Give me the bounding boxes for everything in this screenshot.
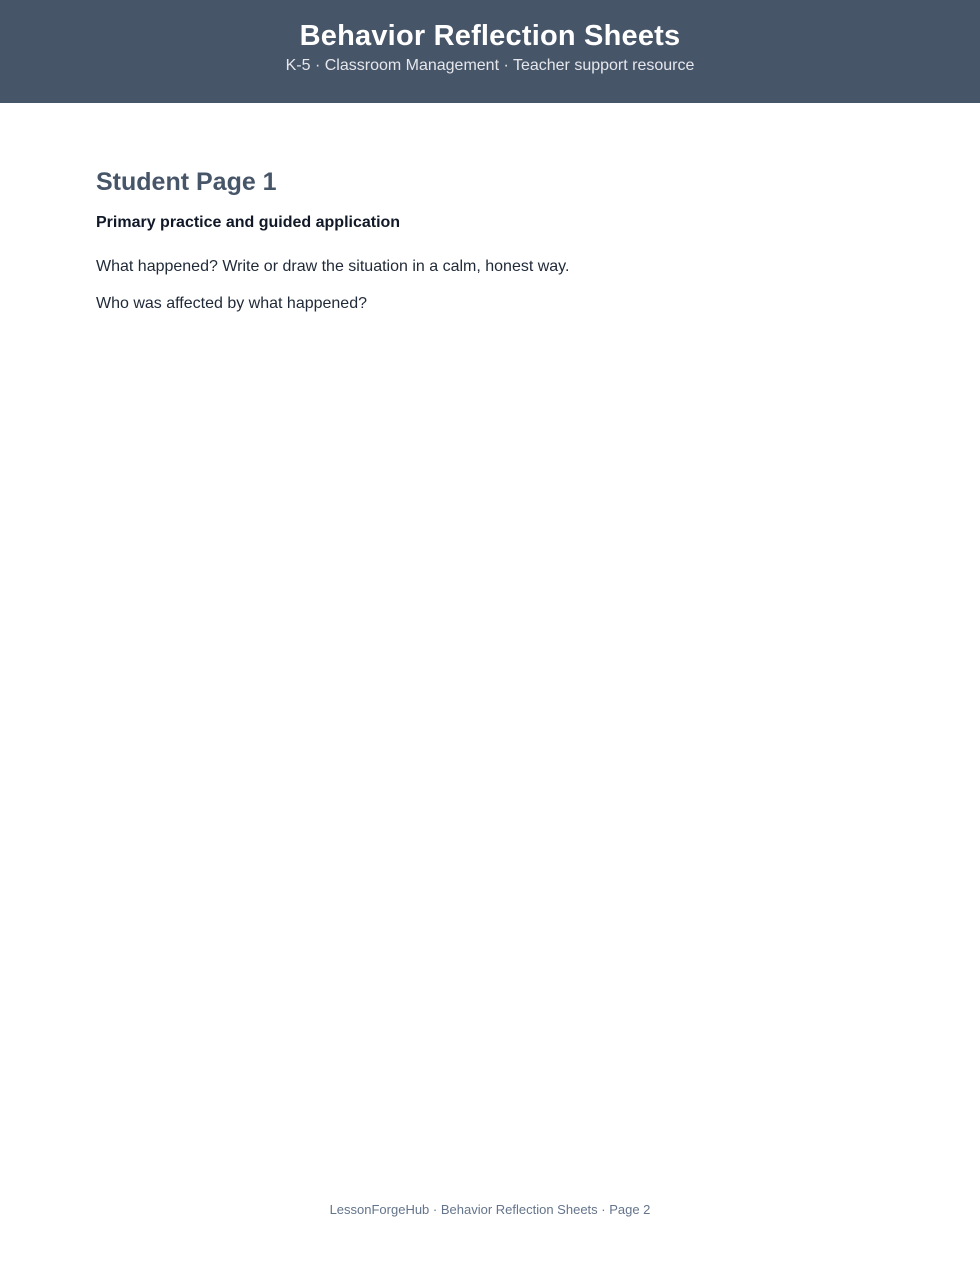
- page-footer: LessonForgeHub · Behavior Reflection Sheets · Page 2: [329, 1202, 651, 1217]
- document-subtitle: K-5 · Classroom Management · Teacher support resource: [285, 57, 695, 74]
- document-content: [96, 164, 884, 314]
- document-title: Behavior Reflection Sheets: [299, 20, 681, 52]
- reflection-prompt-what-happened: What happened? Write or draw the situation in a calm, honest way.: [96, 258, 570, 275]
- page-header: [0, 0, 980, 103]
- section-title: Student Page 1: [96, 168, 277, 196]
- reflection-prompt-who-affected: Who was affected by what happened?: [96, 295, 367, 312]
- section-subtitle: Primary practice and guided application: [96, 214, 401, 231]
